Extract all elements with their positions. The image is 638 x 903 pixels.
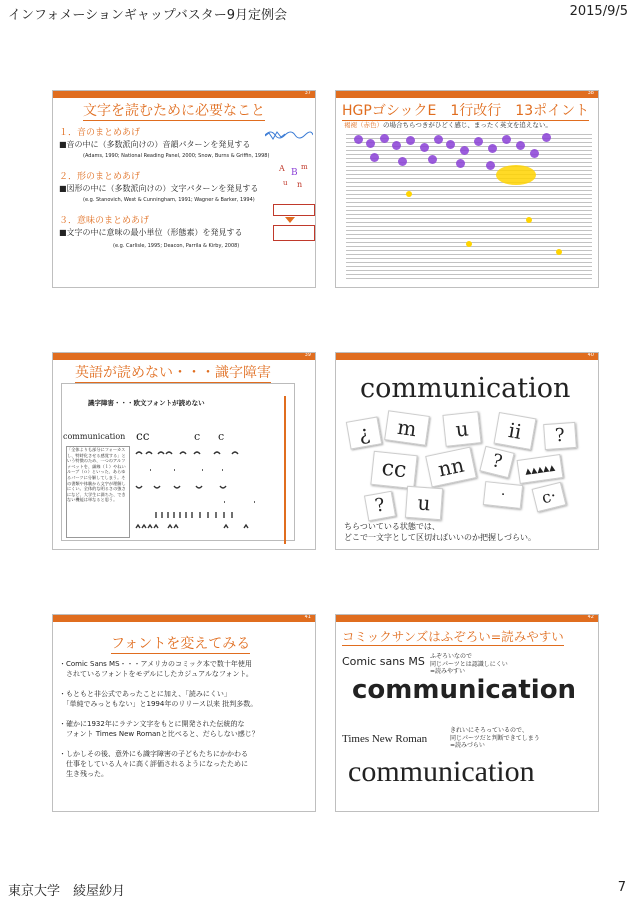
comic-sans-note: ふぞろいなので 同じパーツとは認識しにくい =読みやすい — [430, 653, 508, 675]
slide-subtitle — [344, 120, 552, 129]
letter-card: u — [442, 411, 481, 447]
bullet-meaning: ■文字の中に意味の最小単位（形態素）を発見する — [59, 228, 243, 237]
bullet-times-comparison: ・確かに1932年にラテン文字をもとに開発された伝統的な フォント Times New Romanと比べると、だらしない感じ？ — [59, 720, 259, 738]
svg-text:u: u — [283, 179, 288, 187]
note-box-top — [273, 204, 315, 216]
svg-text:m: m — [301, 163, 308, 171]
times-note: きれいにそろっているので、 同じパーツだと判断できてしまう =読みづらい — [450, 727, 540, 749]
highlight-blob — [496, 165, 536, 185]
slide-37 — [52, 90, 316, 288]
slide-caption: ちらついている状態では、 どこで一文字として区切ればいいのか把握しづらい。 — [344, 522, 536, 542]
document-date: 2015/9/5 — [569, 4, 628, 19]
slide-number: 38 — [587, 90, 594, 96]
accent-rule — [284, 396, 286, 544]
letter-card: ¿ — [346, 416, 382, 449]
slide-title: HGPゴシックE 1行改行 13ポイント — [342, 100, 589, 121]
comic-sans-label: Comic sans MS — [342, 655, 425, 668]
times-sample: communication — [348, 755, 535, 788]
slide-title: 英語が読めない・・・識字障害 — [75, 362, 271, 383]
slide-header-bar — [336, 91, 598, 98]
letter-card: · — [483, 481, 523, 509]
slide-title: 文字を読むために必要なこと — [83, 100, 265, 121]
svg-text:cc: cc — [136, 429, 150, 443]
svg-text:n: n — [297, 180, 303, 189]
slide-40 — [335, 352, 599, 550]
bullet-survival: ・しかしその後、意外にも識字障害の子どもたちにかかわる 仕事をしている人々に高く評価されるようになったために 生き残った。 — [59, 750, 248, 778]
slide-header-bar — [336, 615, 598, 622]
letter-card: m — [384, 410, 430, 446]
slide-title: フォントを変えてみる — [111, 633, 250, 654]
explanation-text: 「全体よりも部分にフォーカスし、特時化させる感覚する」という特徴のため、一つのアルファベットを、細線（ｌ）やねいルーブ（ｏ）といった、あらゆるパーツに分解してしまう。その書類や体験から文字が理解しにくい。全体的な明るさの強さになど、大学生に満ちた、できない機能は単なると思う。 — [66, 446, 130, 538]
slide-number: 42 — [587, 614, 594, 620]
word-sample: communication — [63, 432, 126, 441]
ref-sound: (Adams, 1990; National Reading Panel, 2000; Snow, Burns & Griffin, 1998) — [83, 153, 270, 159]
letter-card: ? — [479, 446, 514, 478]
slide-42 — [335, 614, 599, 812]
slide-header-bar — [53, 353, 315, 360]
letter-card: u — [405, 486, 443, 520]
fragmented-letters — [134, 428, 284, 538]
word-large: communication — [360, 373, 571, 404]
section-heading-shape: ２．形のまとめあげ — [59, 172, 141, 182]
text-lines — [346, 131, 592, 281]
letter-card: ? — [543, 422, 577, 450]
slide-header-bar — [53, 615, 315, 622]
down-arrow-icon — [285, 217, 295, 223]
bullet-sound: ■音の中に（多数派向けの）音韻パターンを発見する — [59, 140, 251, 149]
section-heading-sound: １．音のまとめあげ — [59, 128, 141, 138]
letter-card: ii — [494, 412, 537, 450]
letter-card: cc — [370, 451, 417, 489]
svg-text:c: c — [218, 430, 225, 443]
document-title: インフォメーションギャップバスター9月定例会 — [8, 8, 288, 23]
slide-number: 37 — [304, 90, 311, 96]
letter-card: ▴▴▴▴▴ — [517, 454, 564, 484]
slide-number: 39 — [304, 352, 311, 358]
subtitle-rest: の場合ちらつきがひどく感じ、まったく英文を追えない。 — [383, 121, 552, 129]
section-heading-meaning: ３．意味のまとめあげ — [59, 216, 150, 226]
waveform-graphic — [265, 127, 313, 143]
slide-39 — [52, 352, 316, 550]
svg-text:B: B — [291, 168, 298, 178]
comic-sans-sample: communication — [352, 675, 577, 705]
slide-number: 40 — [587, 352, 594, 358]
page-number: 7 — [617, 880, 626, 895]
slide-header-bar — [336, 353, 598, 360]
figure-title: 識字障害・・・欧文フォントが読めない — [88, 399, 205, 407]
slide-41 — [52, 614, 316, 812]
ref-shape: (e.g. Stanovich, West & Cunningham, 1991; Wagner & Barker, 1994) — [83, 197, 255, 203]
slide-title: コミックサンズはふぞろい=読みやすい — [342, 629, 564, 644]
ref-meaning: (e.g. Carlisle, 1995; Deacon, Parrila & Kirby, 2008) — [113, 243, 240, 249]
note-box-bottom — [273, 225, 315, 241]
slide-number: 41 — [304, 614, 311, 620]
flickering-text-sample — [346, 131, 592, 281]
footer-author: 東京大学 綾屋紗月 — [8, 884, 126, 899]
figure-box — [61, 383, 295, 541]
subtitle-colored: 褐褪（赤色） — [344, 121, 383, 129]
bullet-shape: ■図形の中に（多数派向けの）文字パターンを発見する — [59, 184, 259, 193]
letter-card: nn — [425, 447, 477, 488]
slide-38 — [335, 90, 599, 288]
svg-text:A: A — [279, 164, 285, 173]
letter-card: c· — [532, 482, 567, 513]
bullet-criticism: ・もともと非公式であったことに加え、「読みにくい」 「単純でみっともない」と1994年のリリース以来 批判多数。 — [59, 690, 258, 708]
letter-card: ? — [364, 491, 396, 521]
svg-text:c: c — [194, 430, 201, 443]
times-label: Times New Roman — [342, 733, 428, 745]
slide-header-bar — [53, 91, 315, 98]
scattered-letters-graphic — [275, 161, 313, 191]
bullet-comic-sans: ・Comic Sans MS・・・アメリカのコミック本で数十年使用 されているフォントをモデルにしたカジュアルなフォント。 — [59, 660, 253, 678]
